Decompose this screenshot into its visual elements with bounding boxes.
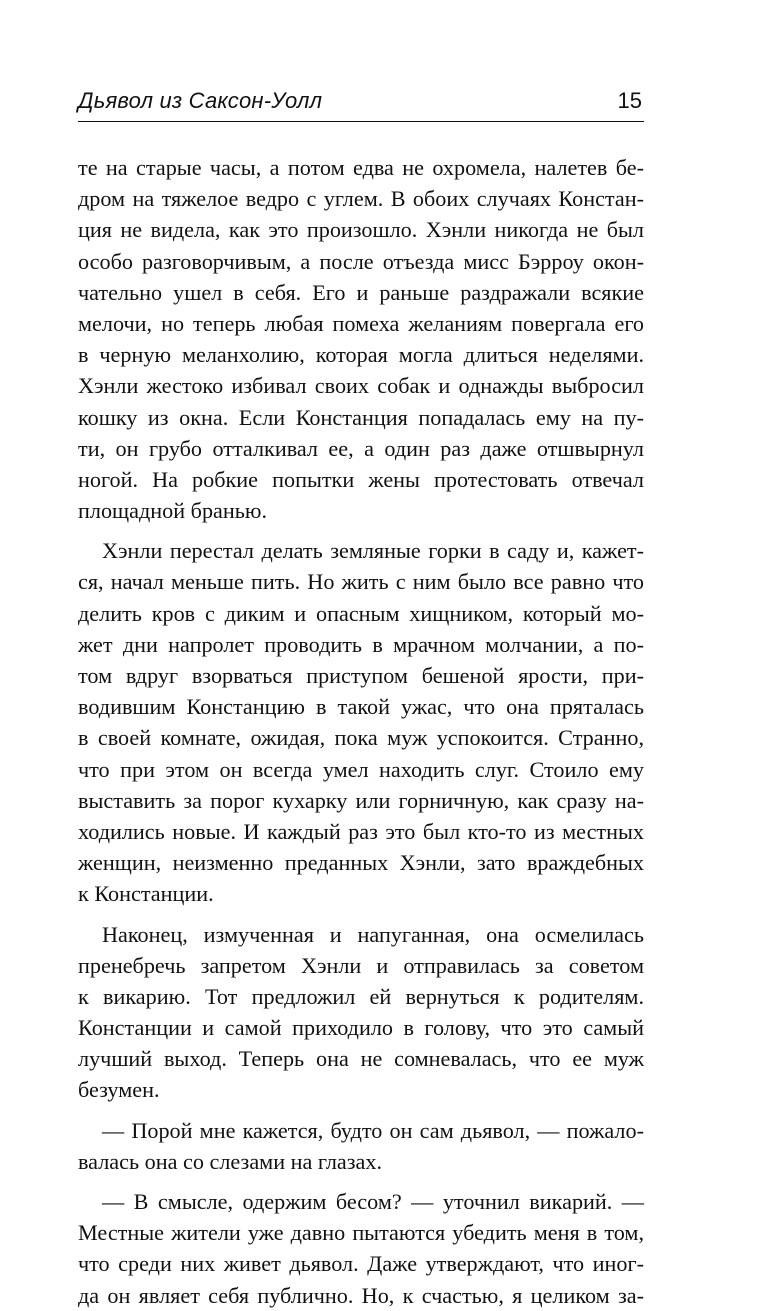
header-rule — [78, 121, 644, 122]
text-line: дром на тяжелое ведро с углем. В обоих случаях Констан- — [78, 186, 644, 212]
text-line: в своей комнате, ожидая, пока муж успокоится. Странно, — [78, 725, 644, 751]
text-line: да он являет себя публично. Но, к счастью, я целиком за- — [78, 1282, 644, 1308]
text-line: мелочи, но теперь любая помеха желаниям повергала его — [78, 310, 644, 336]
text-line: что при этом он всегда умел находить слуг. Стоило ему — [78, 756, 644, 782]
text-line: — В смысле, одержим бесом? — уточнил викарий. — — [102, 1189, 644, 1214]
text-line: Хэнли перестал делать земляные горки в саду и, кажет- — [102, 538, 644, 564]
paragraph — [78, 1115, 644, 1177]
text-line: особо разговорчивым, а после отъезда мисс Бэрроу окон- — [78, 248, 644, 274]
running-title: Дьявол из Саксон-Уолл — [78, 88, 323, 113]
text-line: жет дни напролет проводить в мрачном молчании, а по- — [78, 631, 644, 657]
paragraph — [78, 919, 644, 1106]
text-line: выставить за порог кухарку или горничную, как сразу на- — [78, 787, 644, 813]
text-line: ция не видела, как это произошло. Хэнли никогда не был — [78, 217, 644, 243]
text-line: ся, начал меньше пить. Но жить с ним было все равно что — [78, 569, 644, 595]
text-line: — Порой мне кажется, будто он сам дьявол, — пожало- — [102, 1117, 644, 1143]
text-line: водившим Констанцию в такой ужас, что она пряталась — [78, 694, 644, 720]
text-line: Хэнли жестоко избивал своих собак и однажды выбросил — [78, 373, 644, 399]
paragraph — [78, 152, 644, 526]
body-text — [78, 152, 644, 1311]
text-line: лучший выход. Теперь она не сомневалась, что ее муж — [78, 1046, 644, 1072]
text-line: том вдруг взорваться приступом бешеной ярости, при- — [78, 663, 644, 688]
text-line: Констанции и самой приходило в голову, что это самый — [78, 1015, 644, 1041]
text-line: к Констанции. — [78, 881, 214, 907]
text-line: ногой. На робкие попытки жены протестовать отвечал — [78, 466, 644, 492]
running-header — [78, 86, 644, 122]
text-line: Наконец, измученная и напуганная, она осмелилась — [102, 921, 644, 947]
text-line: что среди них живет дьявол. Даже утверждают, что иног- — [78, 1251, 644, 1277]
text-line: ти, он грубо отталкивал ее, а один раз даже отшвырнул — [78, 435, 644, 461]
text-line: делить кров с диким и опасным хищником, который мо- — [78, 600, 644, 626]
page-number: 15 — [617, 88, 642, 113]
text-line: чательно ушел в себя. Его и раньше раздражали всякие — [78, 279, 644, 305]
text-line: валась она со слезами на глазах. — [78, 1148, 383, 1174]
text-line: те на старые часы, а потом едва не охромела, налетев бе- — [78, 155, 644, 180]
text-line: пренебречь запретом Хэнли и отправилась за советом — [78, 952, 644, 978]
text-line: ходились новые. И каждый раз это был кто-то из местных — [78, 818, 644, 844]
text-line: Местные жители уже давно пытаются убедить меня в том, — [78, 1220, 644, 1246]
paragraph — [78, 1186, 644, 1311]
text-line: площадной бранью. — [78, 498, 267, 524]
text-line: женщин, неизменно преданных Хэнли, зато враждебных — [78, 850, 644, 876]
paragraph — [78, 535, 644, 909]
text-line: безумен. — [78, 1077, 160, 1103]
text-line: в черную меланхолию, которая могла длиться неделями. — [78, 342, 644, 368]
text-line: кошку из окна. Если Констанция попадалась ему на пу- — [78, 404, 644, 430]
text-line: к викарию. Тот предложил ей вернуться к родителям. — [78, 983, 644, 1009]
